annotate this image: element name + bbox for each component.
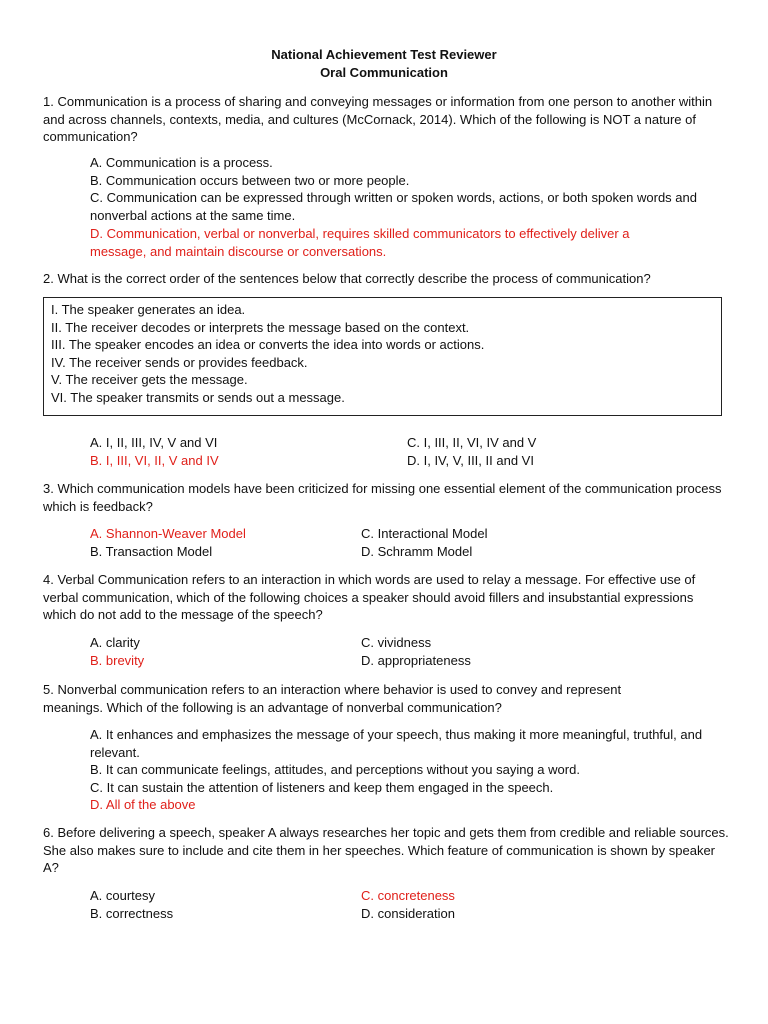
question-1-option-d-answer: D. Communication, verbal or nonverbal, requires skilled communicators to effectively deliver a message, and maintain discourse or conversations. [90, 226, 630, 259]
question-1-option-c: C. Communication can be expressed through written or spoken words, actions, or both spoken words and nonverbal actions at the same time. [90, 190, 697, 223]
question-4-option-b-answer: B. brevity [90, 653, 145, 668]
question-6-option-b: B. correctness [90, 906, 174, 921]
question-5-option-a: A. It enhances and emphasizes the message of your speech, thus making it more meaningful, truthful, and relevant. [90, 727, 703, 760]
question-4-option-d: D. appropriateness [361, 653, 471, 668]
question-3-option-a-answer: A. Shannon-Weaver Model [90, 526, 246, 541]
page-subtitle: Oral Communication [320, 65, 448, 80]
question-3-stem: 3. Which communication models have been criticized for missing one essential element of the communication process which is feedback? [43, 481, 722, 514]
question-2-option-b-answer: B. I, III, VI, II, V and IV [90, 453, 219, 468]
question-6-option-d: D. consideration [361, 906, 455, 921]
question-6-stem: 6. Before delivering a speech, speaker A always researches her topic and gets them from credible and reliable sources. She also makes sure to include and cite them in her speeches. Which feature of communication is shown by speaker A? [43, 825, 729, 875]
question-5-stem: 5. Nonverbal communication refers to an interaction where behavior is used to convey and represent meanings. Which of the following is an advantage of nonverbal communication? [43, 682, 622, 715]
question-5-option-d-answer: D. All of the above [90, 797, 196, 812]
question-1-option-a: A. Communication is a process. [90, 155, 273, 170]
page-title: National Achievement Test Reviewer [271, 47, 497, 62]
sequence-item: V. The receiver gets the message. [51, 372, 248, 387]
question-4-option-a: A. clarity [90, 635, 140, 650]
sequence-box [43, 297, 722, 416]
sequence-item: II. The receiver decodes or interprets the message based on the context. [51, 319, 470, 335]
question-3-option-b: B. Transaction Model [90, 544, 213, 559]
question-5-option-c: C. It can sustain the attention of listeners and keep them engaged in the speech. [90, 780, 554, 795]
question-2-option-c: C. I, III, II, VI, IV and V [407, 435, 537, 450]
question-3-option-d: D. Schramm Model [361, 544, 473, 559]
question-1-option-b: B. Communication occurs between two or more people. [90, 173, 410, 188]
question-3-option-c: C. Interactional Model [361, 526, 488, 541]
sequence-item: VI. The speaker transmits or sends out a message. [51, 389, 345, 405]
question-4-stem: 4. Verbal Communication refers to an interaction in which words are used to relay a message. For effective use of verbal communication, which of the following choices a speaker should avoid fillers and insubstantial expressions which do not add to the message of the speech? [43, 572, 696, 622]
question-6-option-c-answer: C. concreteness [361, 888, 455, 903]
question-4-option-c: C. vividness [361, 635, 432, 650]
question-2-option-a: A. I, II, III, IV, V and VI [90, 435, 218, 450]
question-1-stem: 1. Communication is a process of sharing and conveying messages or information from one person to another within and across channels, contexts, media, and cultures (McCornack, 2014). Which of the following is NOT a nature of communication? [43, 94, 713, 144]
sequence-item: IV. The receiver sends or provides feedback. [51, 354, 308, 370]
question-6-option-a: A. courtesy [90, 888, 156, 903]
sequence-item: I. The speaker generates an idea. [51, 302, 246, 317]
question-5-option-b: B. It can communicate feelings, attitudes, and perceptions without you saying a word. [90, 762, 580, 777]
question-2-option-d: D. I, IV, V, III, II and VI [407, 453, 534, 468]
question-2-stem: 2. What is the correct order of the sentences below that correctly describe the process of communication? [43, 271, 651, 286]
sequence-item: III. The speaker encodes an idea or converts the idea into words or actions. [51, 337, 485, 352]
